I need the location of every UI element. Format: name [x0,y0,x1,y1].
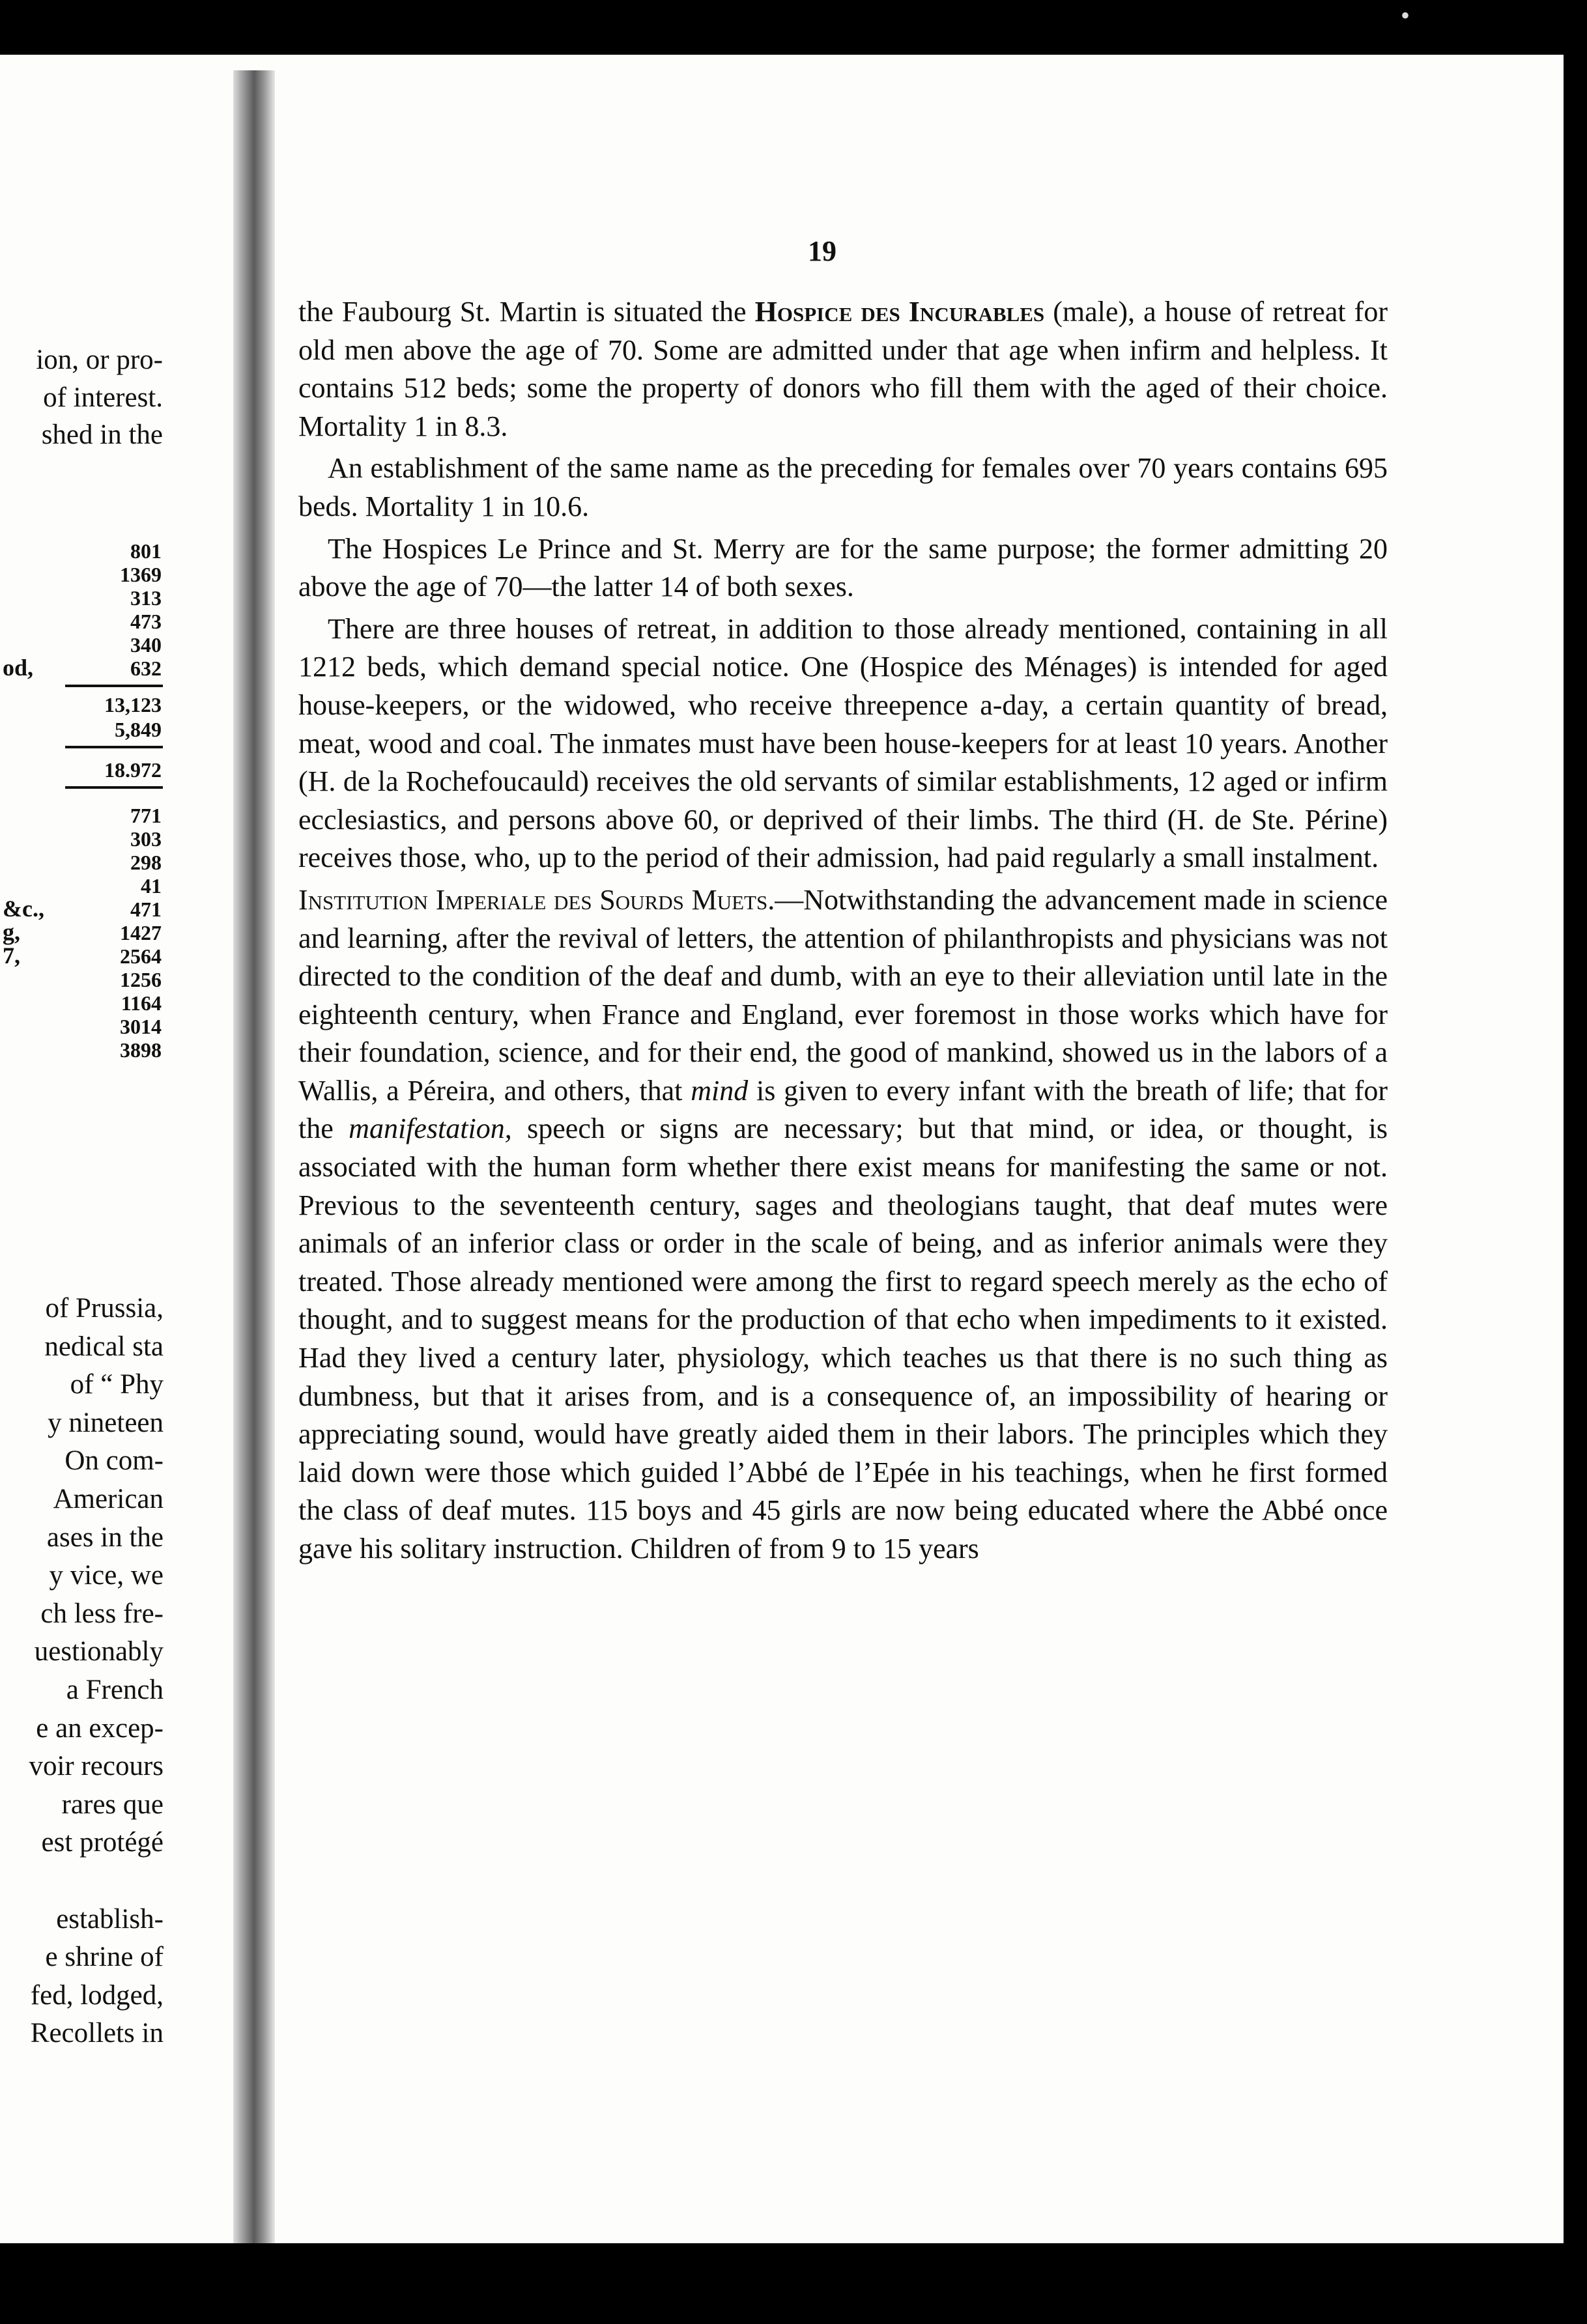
page-number: 19 [808,235,836,267]
left-text-line: ases in the [46,1522,164,1553]
sum-rule [65,685,163,687]
left-number: 771 [130,804,162,827]
left-text-line: establish- [56,1904,164,1934]
left-number: 3014 [120,1015,162,1038]
heading-hospice-incurables: Hospice des Incurables [754,296,1045,328]
left-number: 2564 [120,944,162,968]
left-number: 41 [141,874,162,898]
paragraph-hospices-le-prince: The Hospices Le Prince and St. Merry are for the same purpose; the former admitting 20 above the age of 70—the latter 14 of both sexes. [298,532,1388,603]
left-total: 18.972 [104,758,162,782]
left-text-line: ion, or pro- [36,345,163,375]
left-number: 313 [130,586,162,610]
left-subtotal: 5,849 [115,718,162,741]
left-text-line: of “ Phy [70,1369,164,1400]
left-number: 340 [130,633,162,657]
left-text-line: rares que [61,1789,164,1820]
text-run: speech or signs are necessary; but that mind, or idea, or thought, is associated with the human form whether there exist means for manifesting the same or not. Previous to the seventeenth century, sages and theologians taught, that deaf mutes were animals of an inferior class or order in the scale of being, and as inferior animals were they treated. Those already mentioned were among the first to regard speech merely as the echo of thought, and to suggest means for the production of that echo when impediments to it existed. Had they lived a century later, physiology, which teaches us that there is no such thing as dumbness, but that it arises from, and is a consequence of, an impossibility of hearing or appreciating sound, would have greatly aided them in their labors. The principles which they laid down were those which guided l’Abbé de l’Epée in his teachings, when he first formed the class of deaf mutes. 115 boys and 45 girls are now being educated where the Abbé once gave his solitary instruction. Children of from 9 to 15 years [298,1112,1388,1565]
left-text-line: a French [66,1675,164,1705]
main-text [298,293,1388,1568]
text-run: the Faubourg St. Martin is situated the [298,296,755,328]
row-stub: od, [3,655,34,681]
left-text-line: of interest. [43,382,163,413]
paragraph-female-hospice: An establishment of the same name as the preceding for females over 70 years contains 695 beds. Mortality 1 in 10.6. [298,452,1388,522]
left-number: 801 [130,539,162,563]
left-text-line: ch less fre- [40,1598,164,1629]
left-subtotal: 13,123 [104,693,162,716]
left-number: 1427 [120,921,162,944]
text-run: is given to every infant with the breath of life; that for the [298,1074,1388,1145]
paragraph-hospice-incurables [298,293,1388,446]
left-number: 298 [130,851,162,874]
sum-rule [65,746,163,748]
left-text-line: fed, lodged, [30,1980,164,2011]
left-text-line: shed in the [41,419,163,450]
left-text-line: of Prussia, [45,1293,164,1324]
left-number: 473 [130,610,162,633]
left-text-line: e shrine of [45,1942,164,1972]
paragraph-sourds-muets [298,881,1388,1568]
sum-rule [65,786,163,789]
row-stub: 7, [3,942,20,969]
left-text-line: voir recours [29,1751,164,1781]
left-text-line: Recollets in [30,2018,164,2048]
text-run: (male), a house of retreat for old men above the age of 70. Some are admitted under that age when infirm and helpless. It contains 512 beds; some the property of donors who fill them with the aged of their choice. Mortality 1 in 8.3. [298,296,1388,442]
left-text-line: American [53,1484,164,1514]
left-text-line: e an excep- [36,1713,164,1744]
text-run: —Notwithstanding the advancement made in science and learning, after the revival of letters, the attention of philanthropists and physicians was not directed to the condition of the deaf and dumb, with an eye to their alleviation until late in the eighteenth century, when France and England, ever foremost in those works which have for their foundation, science, and for their end, the good of mankind, showed us in the labors of a Wallis, a Péreira, and others, that [298,883,1388,1107]
left-number: 632 [130,657,162,680]
left-number: 471 [130,898,162,921]
book-gutter [233,70,275,2243]
row-stub: &c., [3,896,44,922]
top-mark: • [1401,1,1410,30]
paragraph-houses-of-retreat: There are three houses of retreat, in addition to those already mentioned, containing in all 1212 beds, which demand special notice. One (Hospice des Ménages) is intended for aged house-keepers, or the widowed, who receive threepence a-day, a certain quantity of bread, meat, wood and coal. The inmates must have been house-keepers for at least 10 years. Another (H. de la Rochefoucauld) receives the old servants of similar establishments, 12 aged or infirm ecclesiastics, and persons above 60, or deprived of their limbs. The third (H. de Ste. Périne) receives those, who, up to the period of their admission, had paid regularly a small instalment. [298,612,1388,874]
left-number: 1164 [121,991,162,1015]
italic-manifestation: manifestation, [349,1112,512,1145]
left-page-fragment [0,55,232,2243]
row-stub: g, [3,919,20,945]
left-text-line: est protégé [41,1827,164,1858]
left-text-line: On com- [64,1445,164,1476]
left-text-line: y nineteen [48,1408,164,1438]
left-number: 1369 [120,563,162,586]
scan-border [1564,0,1587,2324]
left-text-line: nedical sta [44,1331,164,1362]
left-number: 303 [130,827,162,851]
left-text-line: uestionably [34,1636,164,1667]
left-number: 1256 [120,968,162,991]
left-text-line: y vice, we [49,1560,164,1591]
left-number: 3898 [120,1038,162,1062]
heading-sourds-muets: Institution Imperiale des Sourds Muets. [298,883,775,916]
italic-mind: mind [691,1074,749,1107]
